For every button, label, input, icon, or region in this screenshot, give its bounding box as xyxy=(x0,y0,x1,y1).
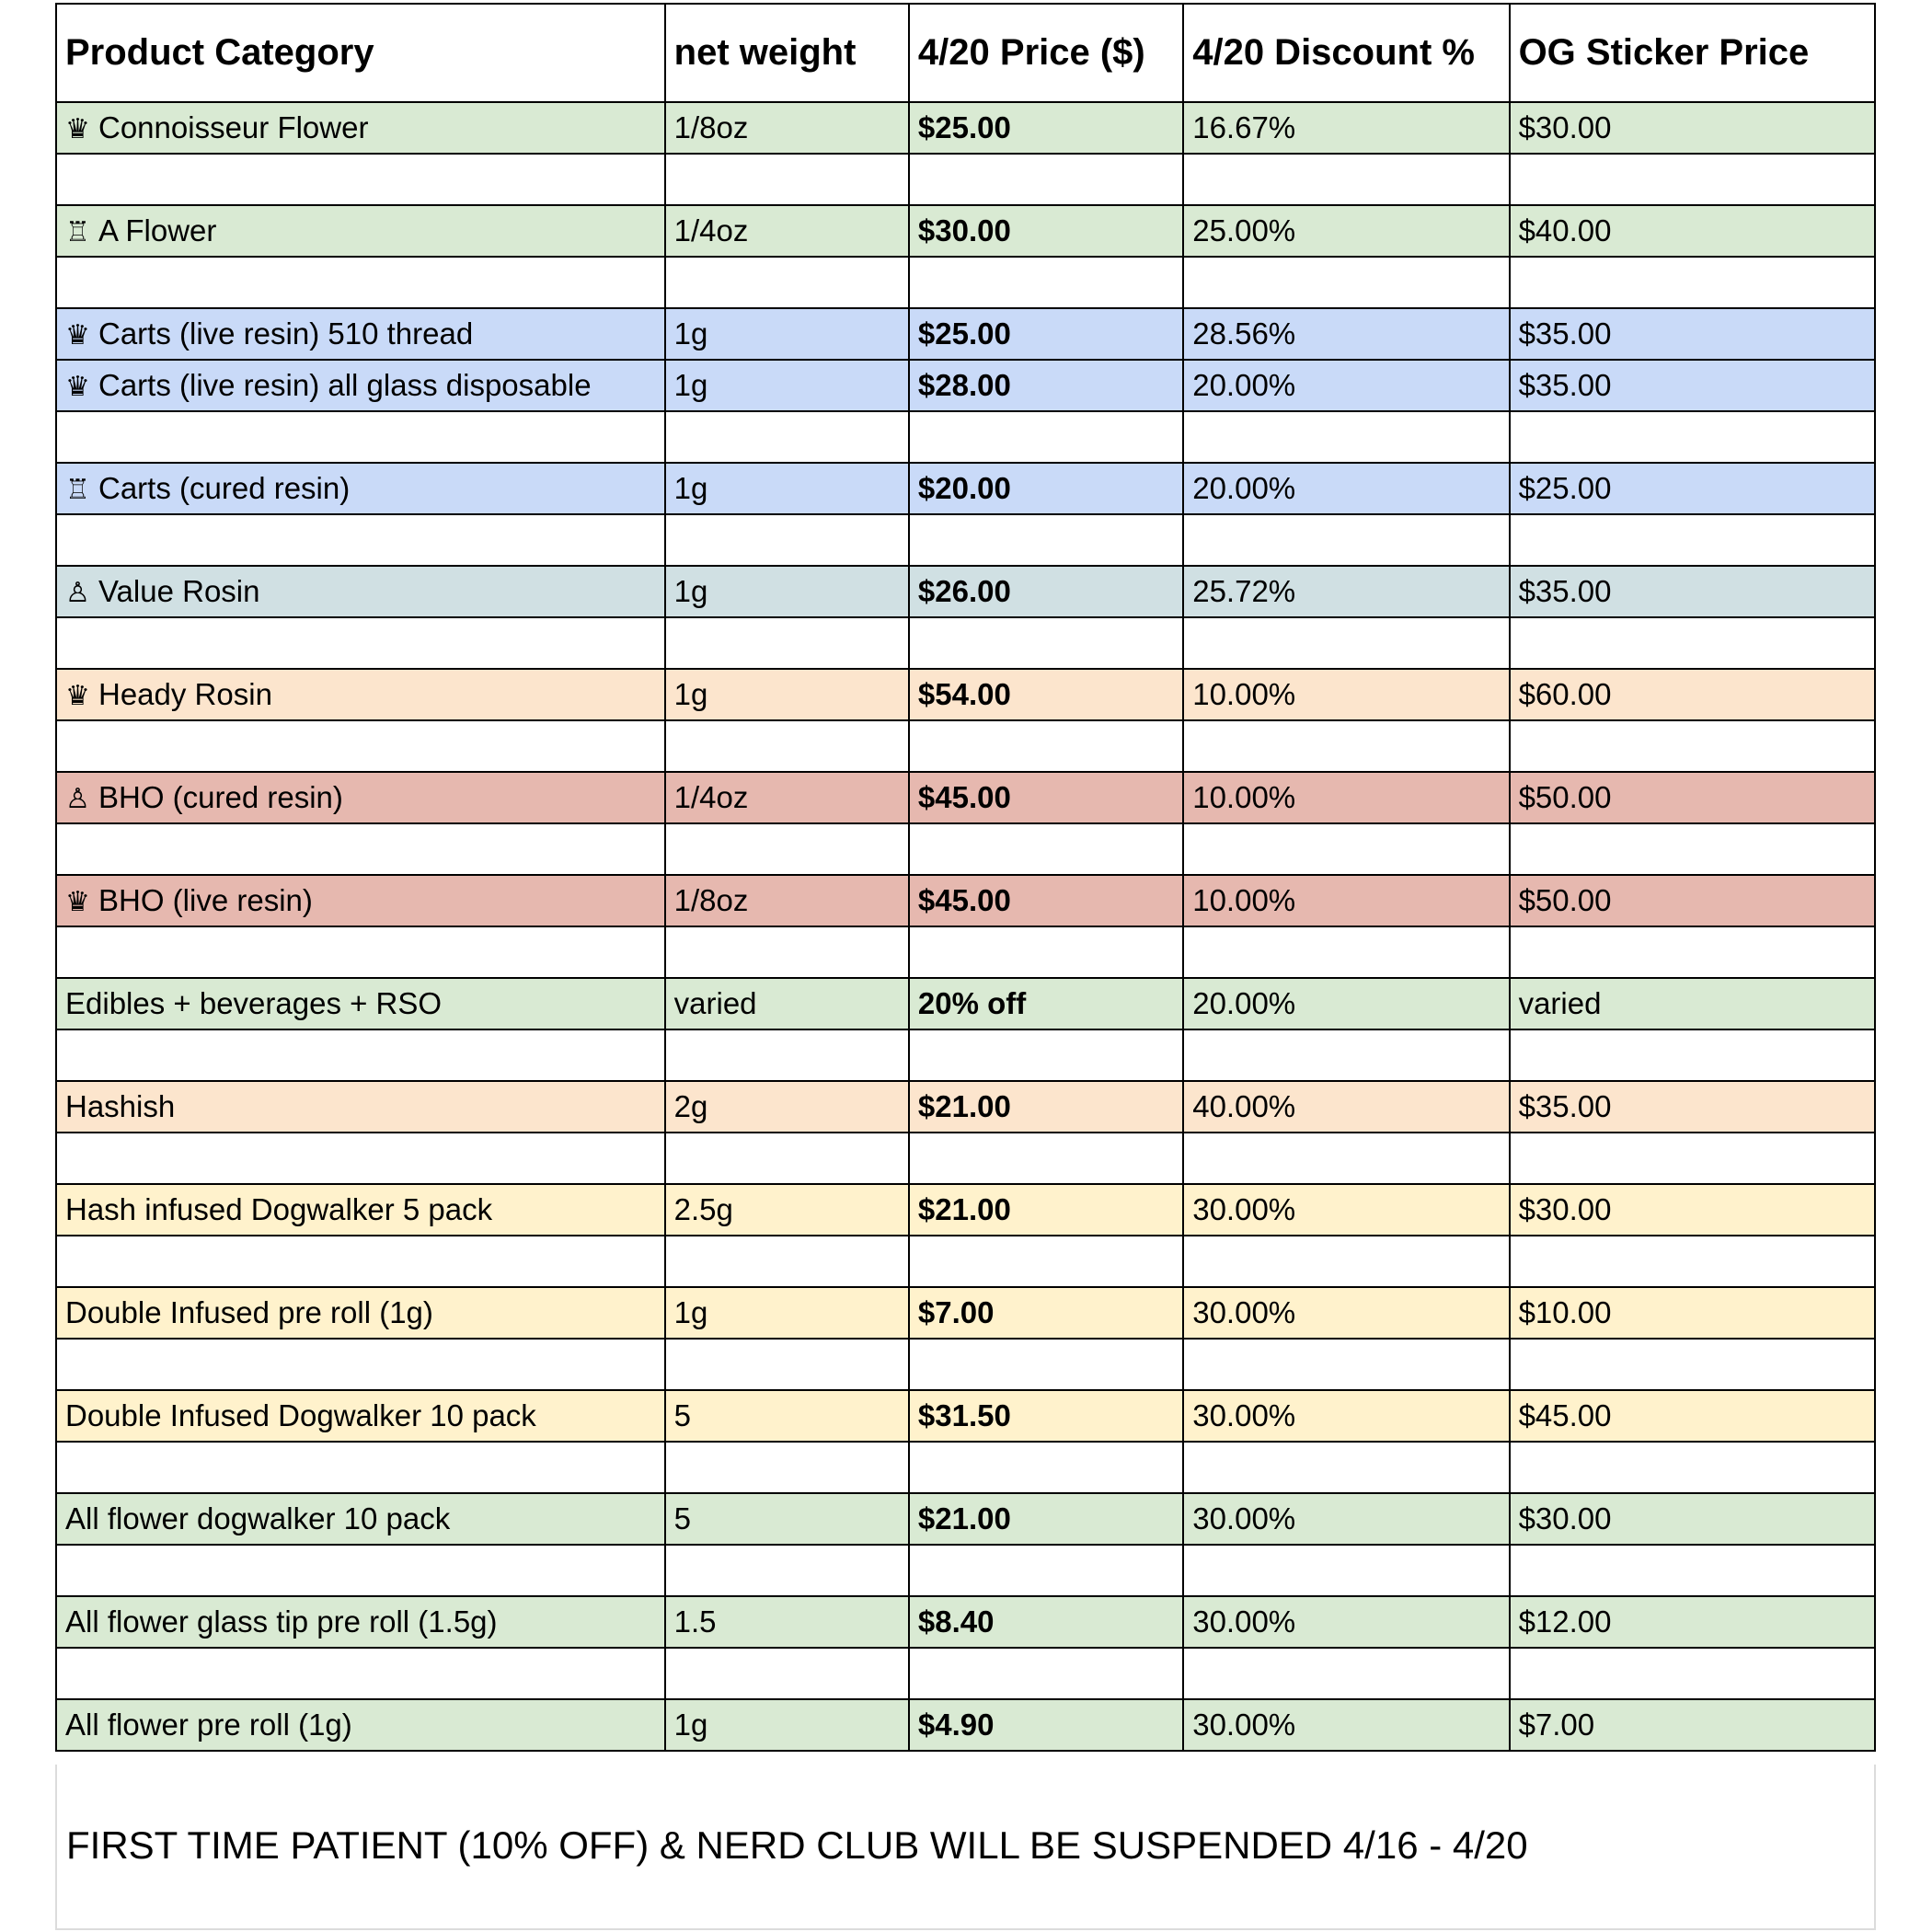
product-category-label: A Flower xyxy=(98,213,217,247)
net-weight-cell: 1g xyxy=(665,1287,909,1339)
empty-cell xyxy=(56,1236,665,1287)
product-category-cell xyxy=(56,772,665,823)
product-category-cell xyxy=(56,463,665,514)
product-category-label: Edibles + beverages + RSO xyxy=(65,986,443,1020)
og-sticker-price-cell: $30.00 xyxy=(1510,102,1875,154)
og-sticker-price-cell: $50.00 xyxy=(1510,772,1875,823)
product-category-cell xyxy=(56,1184,665,1236)
empty-cell xyxy=(56,1133,665,1184)
empty-cell xyxy=(909,720,1183,772)
product-category-label: Carts (cured resin) xyxy=(98,471,351,505)
empty-cell xyxy=(1183,514,1509,566)
empty-cell xyxy=(909,926,1183,978)
og-sticker-price-cell: $35.00 xyxy=(1510,308,1875,360)
discount-cell: 30.00% xyxy=(1183,1184,1509,1236)
spacer-row xyxy=(56,1133,1875,1184)
product-category-label: Hash infused Dogwalker 5 pack xyxy=(65,1192,493,1226)
price-table xyxy=(55,3,1876,1752)
empty-cell xyxy=(665,154,909,205)
spacer-row xyxy=(56,823,1875,875)
table-row xyxy=(56,102,1875,154)
pawn-icon: ♙ xyxy=(65,577,90,609)
og-sticker-price-cell: $35.00 xyxy=(1510,1081,1875,1133)
price-cell: $25.00 xyxy=(909,102,1183,154)
product-category-cell xyxy=(56,875,665,926)
rook-icon: ♖ xyxy=(65,216,90,248)
product-category-cell xyxy=(56,669,665,720)
price-cell: $45.00 xyxy=(909,772,1183,823)
discount-cell: 20.00% xyxy=(1183,978,1509,1029)
price-cell: $28.00 xyxy=(909,360,1183,411)
empty-cell xyxy=(909,1029,1183,1081)
price-cell: $7.00 xyxy=(909,1287,1183,1339)
empty-cell xyxy=(56,411,665,463)
table-row xyxy=(56,669,1875,720)
empty-cell xyxy=(665,1648,909,1699)
spacer-row xyxy=(56,617,1875,669)
empty-cell xyxy=(909,617,1183,669)
notice-box xyxy=(55,1765,1876,1930)
og-sticker-price-cell: $35.00 xyxy=(1510,360,1875,411)
price-cell: $26.00 xyxy=(909,566,1183,617)
product-category-label: All flower dogwalker 10 pack xyxy=(65,1501,451,1535)
product-category-label: All flower glass tip pre roll (1.5g) xyxy=(65,1604,498,1639)
product-category-label: BHO (cured resin) xyxy=(98,780,343,814)
empty-cell xyxy=(665,514,909,566)
empty-cell xyxy=(1183,1133,1509,1184)
crown-icon: ♛ xyxy=(65,371,90,403)
empty-cell xyxy=(665,1442,909,1493)
discount-cell: 25.72% xyxy=(1183,566,1509,617)
price-sheet xyxy=(55,3,1876,1752)
empty-cell xyxy=(56,257,665,308)
product-category-cell xyxy=(56,1287,665,1339)
discount-cell: 40.00% xyxy=(1183,1081,1509,1133)
table-row xyxy=(56,1184,1875,1236)
empty-cell xyxy=(909,1648,1183,1699)
og-sticker-price-cell: $30.00 xyxy=(1510,1184,1875,1236)
og-sticker-price-cell: $50.00 xyxy=(1510,875,1875,926)
price-cell: $20.00 xyxy=(909,463,1183,514)
table-row xyxy=(56,1699,1875,1751)
net-weight-cell: 1g xyxy=(665,360,909,411)
empty-cell xyxy=(1510,720,1875,772)
spacer-row xyxy=(56,411,1875,463)
net-weight-cell: 1g xyxy=(665,1699,909,1751)
product-category-label: Connoisseur Flower xyxy=(98,110,369,144)
discount-cell: 10.00% xyxy=(1183,772,1509,823)
product-category-cell xyxy=(56,102,665,154)
product-category-cell xyxy=(56,205,665,257)
empty-cell xyxy=(665,617,909,669)
og-sticker-price-cell: $25.00 xyxy=(1510,463,1875,514)
empty-cell xyxy=(1183,1545,1509,1596)
empty-cell xyxy=(1183,720,1509,772)
net-weight-cell: 1g xyxy=(665,308,909,360)
empty-cell xyxy=(1183,1339,1509,1390)
empty-cell xyxy=(1183,154,1509,205)
empty-cell xyxy=(1510,1442,1875,1493)
table-row xyxy=(56,463,1875,514)
empty-cell xyxy=(909,1442,1183,1493)
empty-cell xyxy=(1183,1648,1509,1699)
table-row xyxy=(56,1390,1875,1442)
product-category-label: All flower pre roll (1g) xyxy=(65,1708,352,1742)
product-category-cell xyxy=(56,1081,665,1133)
discount-cell: 30.00% xyxy=(1183,1287,1509,1339)
empty-cell xyxy=(665,823,909,875)
discount-cell: 30.00% xyxy=(1183,1493,1509,1545)
net-weight-cell: 2.5g xyxy=(665,1184,909,1236)
empty-cell xyxy=(56,823,665,875)
net-weight-cell: 1.5 xyxy=(665,1596,909,1648)
empty-cell xyxy=(665,1236,909,1287)
header-net-weight: net weight xyxy=(665,4,909,102)
empty-cell xyxy=(665,1133,909,1184)
empty-cell xyxy=(1510,1648,1875,1699)
discount-cell: 16.67% xyxy=(1183,102,1509,154)
table-row xyxy=(56,360,1875,411)
crown-icon: ♛ xyxy=(65,113,90,145)
price-cell: $30.00 xyxy=(909,205,1183,257)
net-weight-cell: 1g xyxy=(665,669,909,720)
empty-cell xyxy=(56,154,665,205)
empty-cell xyxy=(1510,154,1875,205)
og-sticker-price-cell: $7.00 xyxy=(1510,1699,1875,1751)
product-category-cell xyxy=(56,978,665,1029)
table-row xyxy=(56,978,1875,1029)
empty-cell xyxy=(1510,1545,1875,1596)
spacer-row xyxy=(56,1029,1875,1081)
net-weight-cell: 1/4oz xyxy=(665,205,909,257)
empty-cell xyxy=(909,1236,1183,1287)
product-category-cell xyxy=(56,360,665,411)
empty-cell xyxy=(665,1545,909,1596)
empty-cell xyxy=(665,720,909,772)
discount-cell: 30.00% xyxy=(1183,1390,1509,1442)
empty-cell xyxy=(909,1545,1183,1596)
table-row xyxy=(56,875,1875,926)
spacer-row xyxy=(56,154,1875,205)
net-weight-cell: 5 xyxy=(665,1493,909,1545)
empty-cell xyxy=(1510,411,1875,463)
crown-icon: ♛ xyxy=(65,680,90,712)
spacer-row xyxy=(56,514,1875,566)
empty-cell xyxy=(1183,257,1509,308)
discount-cell: 20.00% xyxy=(1183,463,1509,514)
og-sticker-price-cell: $45.00 xyxy=(1510,1390,1875,1442)
spacer-row xyxy=(56,720,1875,772)
og-sticker-price-cell: $35.00 xyxy=(1510,566,1875,617)
empty-cell xyxy=(56,1545,665,1596)
header-og-sticker-price: OG Sticker Price xyxy=(1510,4,1875,102)
pawn-icon: ♙ xyxy=(65,783,90,815)
product-category-cell xyxy=(56,1699,665,1751)
price-cell: $45.00 xyxy=(909,875,1183,926)
rook-icon: ♖ xyxy=(65,474,90,506)
empty-cell xyxy=(665,411,909,463)
product-category-cell xyxy=(56,566,665,617)
og-sticker-price-cell: varied xyxy=(1510,978,1875,1029)
empty-cell xyxy=(1510,1133,1875,1184)
empty-cell xyxy=(56,1442,665,1493)
spacer-row xyxy=(56,1442,1875,1493)
empty-cell xyxy=(665,1029,909,1081)
product-category-label: BHO (live resin) xyxy=(98,883,313,917)
og-sticker-price-cell: $10.00 xyxy=(1510,1287,1875,1339)
price-cell: $21.00 xyxy=(909,1184,1183,1236)
empty-cell xyxy=(909,257,1183,308)
empty-cell xyxy=(1510,1339,1875,1390)
og-sticker-price-cell: $60.00 xyxy=(1510,669,1875,720)
empty-cell xyxy=(56,1029,665,1081)
discount-cell: 20.00% xyxy=(1183,360,1509,411)
price-cell: $25.00 xyxy=(909,308,1183,360)
empty-cell xyxy=(665,1339,909,1390)
empty-cell xyxy=(1183,1442,1509,1493)
header-420-price: 4/20 Price ($) xyxy=(909,4,1183,102)
spacer-row xyxy=(56,1339,1875,1390)
product-category-cell xyxy=(56,1493,665,1545)
net-weight-cell: 1g xyxy=(665,463,909,514)
empty-cell xyxy=(1510,257,1875,308)
empty-cell xyxy=(56,1648,665,1699)
product-category-label: Value Rosin xyxy=(98,574,260,608)
empty-cell xyxy=(56,514,665,566)
discount-cell: 10.00% xyxy=(1183,875,1509,926)
table-row xyxy=(56,772,1875,823)
discount-cell: 30.00% xyxy=(1183,1596,1509,1648)
empty-cell xyxy=(1510,1236,1875,1287)
product-category-label: Hashish xyxy=(65,1089,176,1123)
price-cell: $54.00 xyxy=(909,669,1183,720)
product-category-label: Carts (live resin) 510 thread xyxy=(98,316,474,351)
empty-cell xyxy=(1510,514,1875,566)
price-cell: 20% off xyxy=(909,978,1183,1029)
empty-cell xyxy=(56,1339,665,1390)
empty-cell xyxy=(909,411,1183,463)
empty-cell xyxy=(1510,926,1875,978)
empty-cell xyxy=(56,720,665,772)
spacer-row xyxy=(56,257,1875,308)
empty-cell xyxy=(665,926,909,978)
discount-cell: 28.56% xyxy=(1183,308,1509,360)
empty-cell xyxy=(1510,823,1875,875)
net-weight-cell: 5 xyxy=(665,1390,909,1442)
empty-cell xyxy=(1183,1029,1509,1081)
crown-icon: ♛ xyxy=(65,886,90,918)
empty-cell xyxy=(1183,411,1509,463)
table-row xyxy=(56,1493,1875,1545)
net-weight-cell: 2g xyxy=(665,1081,909,1133)
empty-cell xyxy=(1510,1029,1875,1081)
og-sticker-price-cell: $30.00 xyxy=(1510,1493,1875,1545)
product-category-cell xyxy=(56,1390,665,1442)
empty-cell xyxy=(1183,926,1509,978)
empty-cell xyxy=(1183,617,1509,669)
spacer-row xyxy=(56,1236,1875,1287)
table-row xyxy=(56,1287,1875,1339)
net-weight-cell: 1/4oz xyxy=(665,772,909,823)
empty-cell xyxy=(1183,823,1509,875)
discount-cell: 10.00% xyxy=(1183,669,1509,720)
table-row xyxy=(56,308,1875,360)
empty-cell xyxy=(56,926,665,978)
table-row xyxy=(56,1081,1875,1133)
product-category-label: Carts (live resin) all glass disposable xyxy=(98,368,592,402)
empty-cell xyxy=(909,514,1183,566)
table-row xyxy=(56,205,1875,257)
table-row xyxy=(56,566,1875,617)
discount-cell: 25.00% xyxy=(1183,205,1509,257)
empty-cell xyxy=(909,823,1183,875)
table-row xyxy=(56,1596,1875,1648)
empty-cell xyxy=(1510,617,1875,669)
empty-cell xyxy=(909,1133,1183,1184)
empty-cell xyxy=(1183,1236,1509,1287)
price-cell: $8.40 xyxy=(909,1596,1183,1648)
crown-icon: ♛ xyxy=(65,319,90,351)
product-category-cell xyxy=(56,308,665,360)
empty-cell xyxy=(56,617,665,669)
price-cell: $31.50 xyxy=(909,1390,1183,1442)
product-category-label: Double Infused Dogwalker 10 pack xyxy=(65,1398,536,1432)
spacer-row xyxy=(56,1545,1875,1596)
header-row xyxy=(56,4,1875,102)
price-cell: $21.00 xyxy=(909,1081,1183,1133)
discount-cell: 30.00% xyxy=(1183,1699,1509,1751)
net-weight-cell: varied xyxy=(665,978,909,1029)
price-cell: $21.00 xyxy=(909,1493,1183,1545)
product-category-cell xyxy=(56,1596,665,1648)
product-category-label: Heady Rosin xyxy=(98,677,272,711)
og-sticker-price-cell: $40.00 xyxy=(1510,205,1875,257)
empty-cell xyxy=(909,1339,1183,1390)
og-sticker-price-cell: $12.00 xyxy=(1510,1596,1875,1648)
header-product-category: Product Category xyxy=(56,4,665,102)
spacer-row xyxy=(56,1648,1875,1699)
spacer-row xyxy=(56,926,1875,978)
net-weight-cell: 1/8oz xyxy=(665,102,909,154)
suspension-notice: FIRST TIME PATIENT (10% OFF) & NERD CLUB WILL BE SUSPENDED 4/16 - 4/20 xyxy=(66,1823,1528,1867)
empty-cell xyxy=(909,154,1183,205)
product-category-label: Double Infused pre roll (1g) xyxy=(65,1295,433,1329)
empty-cell xyxy=(665,257,909,308)
net-weight-cell: 1/8oz xyxy=(665,875,909,926)
header-420-discount: 4/20 Discount % xyxy=(1183,4,1509,102)
price-cell: $4.90 xyxy=(909,1699,1183,1751)
net-weight-cell: 1g xyxy=(665,566,909,617)
